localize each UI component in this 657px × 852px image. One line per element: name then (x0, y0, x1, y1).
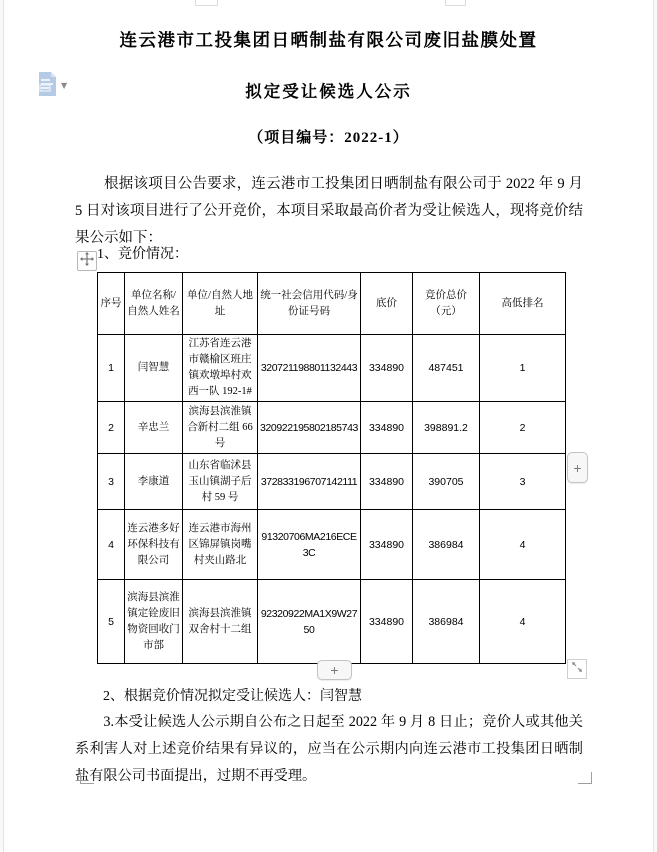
four-way-arrow-icon (80, 252, 94, 271)
cell-name: 连云港多好环保科技有限公司 (125, 510, 183, 580)
add-column-button[interactable]: + (567, 452, 588, 483)
cell-seq: 4 (98, 510, 125, 580)
table-row (98, 335, 566, 402)
header-seq: 序号 (98, 273, 125, 335)
cell-seq: 3 (98, 454, 125, 510)
cell-bid-total: 390705 (413, 454, 480, 510)
margin-crop-mark-bottom-right (578, 772, 592, 784)
cell-seq: 5 (98, 580, 125, 664)
section2-text: 2、根据竞价情况拟定受让候选人：闫智慧 (103, 689, 362, 704)
add-row-button[interactable]: + (317, 660, 352, 680)
project-number: （项目编号：2022-1） (248, 130, 409, 146)
cell-rank: 1 (480, 335, 566, 402)
section3-text: 3.本受让候选人公示期自公布之日起至 2022 年 9 月 8 日止；竞价人或其他关系利害人对上述竞价结果有异议的，应当在公示期内向连云港市工投集团日晒制盐有限公司书面提出，过期不再受理。 (75, 714, 583, 784)
cell-code: 91320706MA216ECE3C (258, 510, 361, 580)
cell-base-price: 334890 (361, 510, 413, 580)
table-row (98, 510, 566, 580)
cell-bid-total: 386984 (413, 580, 480, 664)
cell-name: 辛忠兰 (125, 402, 183, 454)
table-row (98, 454, 566, 510)
header-rank: 高低排名 (480, 273, 566, 335)
cell-base-price: 334890 (361, 335, 413, 402)
cell-address: 江苏省连云港市赣榆区班庄镇欢墩埠村欢西一队 192-1# (183, 335, 258, 402)
cell-bid-total: 398891.2 (413, 402, 480, 454)
document-title-line2: 拟定受让候选人公示 (245, 82, 412, 101)
cell-code: 320721198801132443 (258, 335, 361, 402)
cell-address: 连云港市海州区锦屏镇岗嘴村夹山路北 (183, 510, 258, 580)
section1-label: 1、竞价情况： (97, 247, 188, 262)
header-bid-total: 竞价总价（元） (413, 273, 480, 335)
cell-rank: 4 (480, 510, 566, 580)
cell-address: 滨海县滨淮镇合新村二组 66 号 (183, 402, 258, 454)
document-title-line1: 连云港市工投集团日晒制盐有限公司废旧盐膜处置 (119, 30, 538, 50)
table-move-handle[interactable] (77, 251, 97, 271)
cell-name: 闫智慧 (125, 335, 183, 402)
cell-seq: 1 (98, 335, 125, 402)
bid-results-table (97, 272, 566, 664)
cell-base-price: 334890 (361, 402, 413, 454)
cell-name: 滨海县滨淮镇定铨废旧物资回收门市部 (125, 580, 183, 664)
table-row (98, 402, 566, 454)
header-base-price: 底价 (361, 273, 413, 335)
cell-base-price: 334890 (361, 580, 413, 664)
cell-bid-total: 487451 (413, 335, 480, 402)
cell-rank: 4 (480, 580, 566, 664)
cell-address: 滨海县滨淮镇双舍村十二组 (183, 580, 258, 664)
paste-options-dropdown-arrow-icon[interactable]: ▼ (61, 81, 68, 90)
cell-bid-total: 386984 (413, 510, 480, 580)
cell-seq: 2 (98, 402, 125, 454)
cell-code: 372833196707142111 (258, 454, 361, 510)
table-row (98, 580, 566, 664)
diagonal-resize-icon (571, 660, 583, 678)
cell-name: 李康道 (125, 454, 183, 510)
cell-rank: 2 (480, 402, 566, 454)
cell-address: 山东省临沭县玉山镇湖子后村 59 号 (183, 454, 258, 510)
table-resize-handle[interactable] (567, 659, 587, 679)
top-edge-mark (445, 0, 466, 6)
cell-code: 320922195802185743 (258, 402, 361, 454)
intro-paragraph: 根据该项目公告要求，连云港市工投集团日晒制盐有限公司于 2022 年 9 月 5 日对该项目进行了公开竞价，本项目采取最高价者为受让候选人，现将竞价结果公示如下： (75, 176, 583, 246)
table-header-row (98, 273, 566, 335)
margin-crop-mark-bottom-left (80, 772, 94, 784)
header-name: 单位名称/自然人姓名 (125, 273, 183, 335)
cell-base-price: 334890 (361, 454, 413, 510)
cell-rank: 3 (480, 454, 566, 510)
top-edge-mark (195, 0, 218, 6)
header-address: 单位/自然人地址 (183, 273, 258, 335)
cell-code: 92320922MA1X9W2750 (258, 580, 361, 664)
header-code: 统一社会信用代码/身份证号码 (258, 273, 361, 335)
